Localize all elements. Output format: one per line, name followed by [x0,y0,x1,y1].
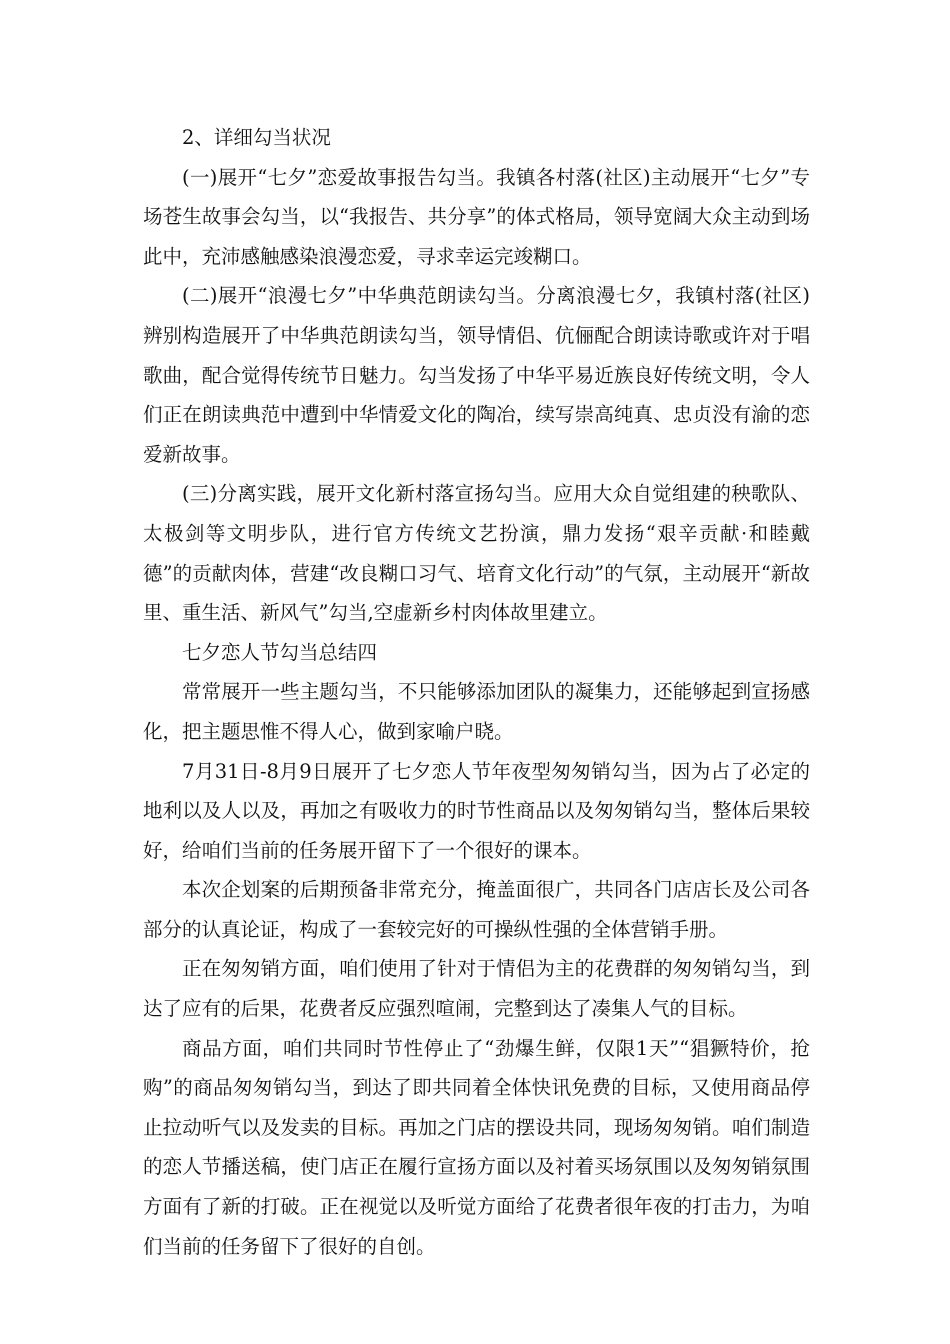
document-body [143,118,810,1266]
paragraph: (二)展开“浪漫七夕”中华典范朗读勾当。分离浪漫七夕，我镇村落(社区)辨别构造展开了中华典范朗读勾当，领导情侣、伉俪配合朗读诗歌或许对于唱歌曲，配合觉得传统节日魅力。勾当发扬了中华平易近族良好传统文明，令人们正在朗读典范中遭到中华情爱文化的陶冶，续写崇高纯真、忠贞没有渝的恋爱新故事。 [143,284,810,466]
paragraph: 正在匆匆销方面，咱们使用了针对于情侣为主的花费群的匆匆销勾当，到达了应有的后果，花费者反应强烈喧闹，完整到达了凑集人气的目标。 [143,957,810,1021]
section-title: 七夕恋人节勾当总结四 [182,640,378,664]
section-heading: 2、详细勾当状况 [182,126,331,149]
paragraph: 7月31日-8月9日展开了七夕恋人节年夜型匆匆销勾当，因为占了必定的地利以及人以及，再加之有吸收力的时节性商品以及匆匆销勾当，整体后果较好，给咱们当前的任务展开留下了一个很好的课本。 [143,759,810,862]
paragraph: 商品方面，咱们共同时节性停止了“劲爆生鲜，仅限1天”“猖獗特价，抢购”的商品匆匆销勾当，到达了即共同着全体快讯免费的目标，又使用商品停止拉动听气以及发卖的目标。再加之门店的摆设共同，现场匆匆销。咱们制造的恋人节播送稿，使门店正在履行宣扬方面以及衬着买场氛围以及匆匆销氛围方面有了新的打破。正在视觉以及听觉方面给了花费者很年夜的打击力，为咱们当前的任务留下了很好的自创。 [143,1036,810,1258]
paragraph: (三)分离实践，展开文化新村落宣扬勾当。应用大众自觉组建的秧歌队、太极剑等文明步队，进行官方传统文艺扮演，鼎力发扬“艰辛贡献·和睦戴德”的贡献肉体，营建“改良糊口习气、培育文化行动”的气氛，主动展开“新故里、重生活、新风气”勾当,空虚新乡村肉体故里建立。 [143,482,810,625]
paragraph: (一)展开“七夕”恋爱故事报告勾当。我镇各村落(社区)主动展开“七夕”专场苍生故事会勾当，以“我报告、共分享”的体式格局，领导宽阔大众主动到场此中，充沛感触感染浪漫恋爱，寻求幸运完竣糊口。 [143,165,810,268]
paragraph: 常常展开一些主题勾当，不只能够添加团队的凝集力，还能够起到宣扬感化，把主题思惟不得人心，做到家喻户晓。 [143,680,810,743]
paragraph: 本次企划案的后期预备非常充分，掩盖面很广，共同各门店店长及公司各部分的认真论证，构成了一套较完好的可操纵性强的全体营销手册。 [143,878,810,941]
